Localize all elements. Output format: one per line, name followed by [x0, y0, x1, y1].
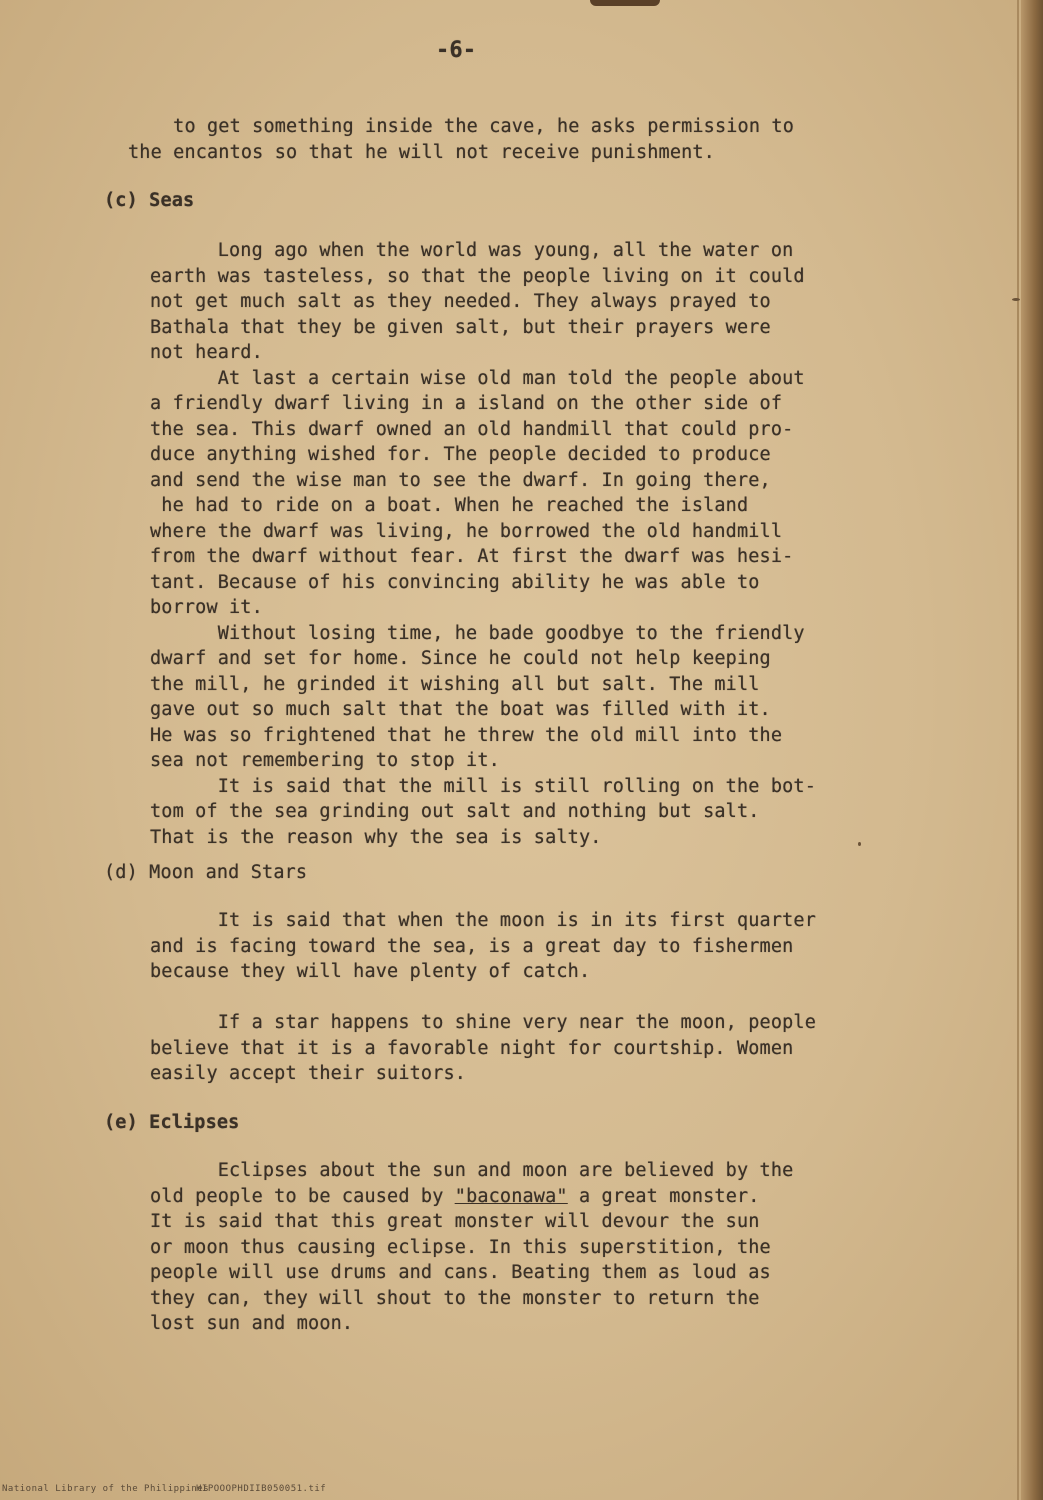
text-line: people will use drums and cans. Beating them as loud as — [150, 1262, 771, 1283]
text-line: old people to be caused by — [150, 1185, 455, 1207]
text-line: lost sun and moon. — [150, 1313, 354, 1334]
section-heading-eclipses: (e) Eclipses — [104, 1112, 240, 1133]
page-number: -6- — [436, 38, 477, 63]
text-line: If a star happens to shine very near the moon, people — [150, 1012, 816, 1033]
text-line: he had to ride on a boat. When he reached the island — [150, 495, 749, 516]
text-line: gave out so much salt that the boat was filled with it. — [150, 699, 771, 720]
text-line: the encantos so that he will not receive punishment. — [128, 141, 715, 163]
text-line: not heard. — [150, 342, 263, 363]
text-line: the mill, he grinded it wishing all but salt. The mill — [150, 673, 760, 695]
text-line: believe that it is a favorable night for courtship. Women — [150, 1037, 794, 1059]
binding-edge — [1021, 0, 1043, 1500]
text-line: because they will have plenty of catch. — [150, 961, 591, 982]
text-line: Long ago when the world was young, all the water on — [150, 240, 794, 261]
section-body-moon-paragraph-1 — [150, 908, 816, 985]
text-line: tom of the sea grinding out salt and nothing but salt. — [150, 801, 760, 822]
section-body-seas — [150, 238, 816, 850]
text-line: easily accept their suitors. — [150, 1063, 467, 1084]
text-line: At last a certain wise old man told the people about — [150, 367, 805, 389]
text-line: where the dwarf was living, he borrowed the old handmill — [150, 520, 783, 542]
text-line: That is the reason why the sea is salty. — [150, 826, 602, 848]
text-line: It is said that this great monster will devour the sun — [150, 1211, 760, 1232]
text-line: Eclipses about the sun and moon are believed by the — [150, 1160, 794, 1181]
text-line: not get much salt as they needed. They always prayed to — [150, 291, 771, 312]
footer-file-caption: HIPOOOPHDIIB050051.tif — [196, 1484, 327, 1494]
text-line: It is said that the mill is still rolling on the bot- — [150, 775, 816, 797]
text-line: tant. Because of his convincing ability he was able to — [150, 571, 760, 593]
text-line: and send the wise man to see the dwarf. In going there, — [150, 469, 771, 491]
text-line: a great monster. — [567, 1185, 760, 1207]
text-line: dwarf and set for home. Since he could not help keeping — [150, 648, 771, 669]
text-line: Without losing time, he bade goodbye to the friendly — [150, 622, 805, 644]
text-line: a friendly dwarf living in a island on the other side of — [150, 393, 783, 414]
section-body-moon-paragraph-2 — [150, 1010, 816, 1087]
text-line: sea not remembering to stop it. — [150, 750, 500, 771]
text-line: He was so frightened that he threw the old mill into the — [150, 724, 783, 746]
text-line: duce anything wished for. The people decided to produce — [150, 444, 771, 465]
text-line: earth was tasteless, so that the people living on it could — [150, 265, 805, 287]
text-line: Bathala that they be given salt, but their prayers were — [150, 316, 771, 338]
section-body-eclipses — [150, 1158, 793, 1337]
underlined-term: "baconawa" — [454, 1185, 568, 1207]
section-heading-moon-and-stars: (d) Moon and Stars — [104, 862, 308, 883]
text-line: borrow it. — [150, 597, 263, 618]
page-fold-line — [1017, 0, 1019, 1500]
text-line: to get something inside the cave, he asks permission to — [128, 116, 794, 137]
top-edge-mark — [590, 0, 660, 6]
text-line: they can, they will shout to the monster to return the — [150, 1287, 760, 1309]
text-line: or moon thus causing eclipse. In this superstition, the — [150, 1236, 771, 1258]
section-heading-seas: (c) Seas — [104, 190, 195, 211]
text-line: the sea. This dwarf owned an old handmill that could pro- — [150, 418, 794, 440]
text-line: from the dwarf without fear. At first the dwarf was hesi- — [150, 546, 794, 567]
text-line: It is said that when the moon is in its first quarter — [150, 910, 816, 931]
paper-speck — [858, 842, 861, 846]
paper-speck — [1012, 298, 1020, 301]
opening-paragraph — [128, 114, 794, 165]
text-line: and is facing toward the sea, is a great day to fishermen — [150, 935, 794, 957]
footer-library-caption: National Library of the Philippines — [2, 1484, 210, 1494]
